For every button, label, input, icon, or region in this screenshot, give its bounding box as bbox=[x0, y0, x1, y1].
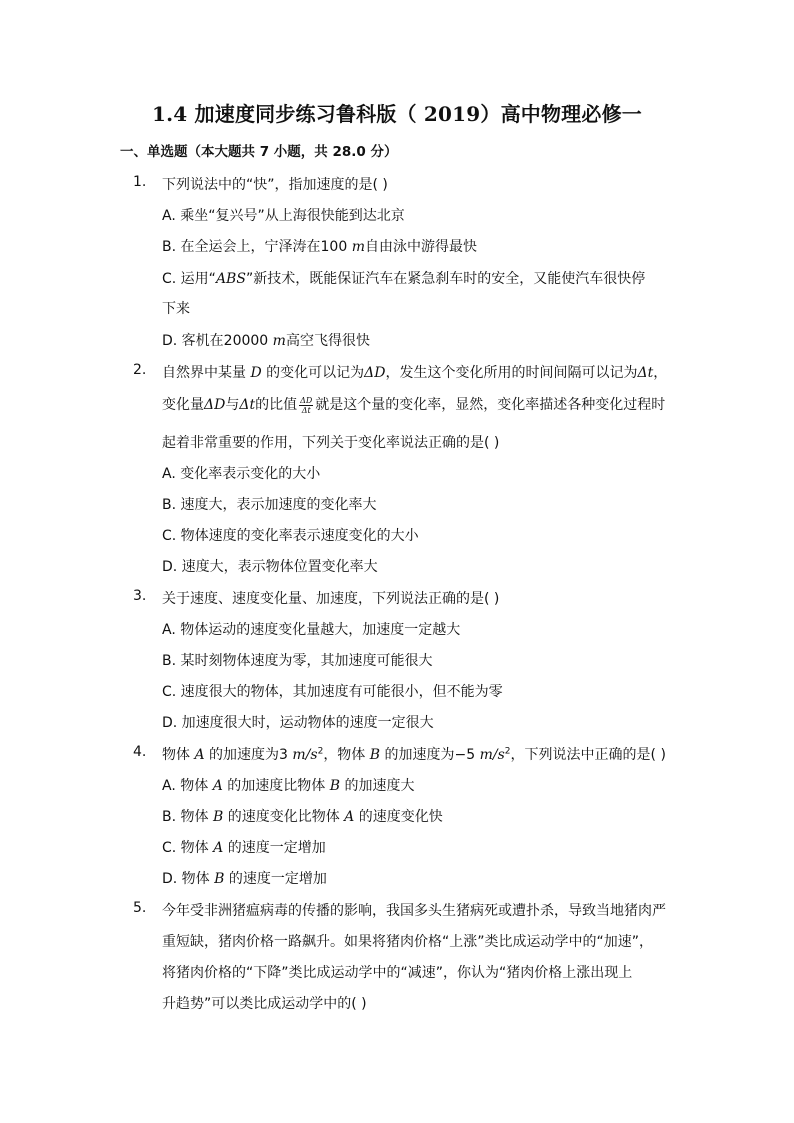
option-b bbox=[162, 806, 443, 826]
stem-text: ， bbox=[653, 365, 668, 381]
option-c-continued: 下来 bbox=[162, 301, 190, 317]
option-c: C. 物体速度的变化率表示速度变化的大小 bbox=[162, 528, 419, 544]
option-text: D. 客机在20000 bbox=[162, 333, 273, 349]
stem-text: 与 bbox=[225, 397, 240, 413]
option-d: D. 加速度很大时，运动物体的速度一定很大 bbox=[162, 715, 434, 731]
question-number: 5. bbox=[133, 900, 147, 916]
stem-text: 物体 bbox=[162, 747, 195, 763]
option-text: 自由泳中游得最快 bbox=[364, 239, 477, 255]
stem-text: 的加速度为−5 bbox=[380, 747, 480, 763]
option-text: 的速度变化比物体 bbox=[223, 809, 345, 825]
math-symbol: ΔD bbox=[364, 365, 386, 381]
question-stem-line2: 重短缺，猪肉价格一路飙升。如果将猪肉价格“上涨”类比成运动学中的“加速”， bbox=[162, 934, 654, 950]
option-text: 的速度一定增加 bbox=[224, 871, 327, 887]
math-symbol: ΔD bbox=[204, 397, 226, 413]
option-c: C. 速度很大的物体，其加速度有可能很小，但不能为零 bbox=[162, 684, 503, 700]
math-symbol: ABS bbox=[215, 271, 246, 287]
math-symbol: D bbox=[250, 365, 262, 381]
exponent: 2 bbox=[504, 746, 511, 757]
math-symbol: A bbox=[194, 747, 205, 763]
math-symbol: A bbox=[213, 840, 224, 856]
option-text: C. 运用“ bbox=[162, 271, 216, 287]
stem-text: 的变化可以记为 bbox=[261, 365, 365, 381]
question-stem bbox=[162, 744, 666, 764]
stem-text: ，发生这个变化所用的时间间隔可以记为 bbox=[385, 365, 638, 381]
math-symbol: B bbox=[214, 871, 225, 887]
math-symbol: Δt bbox=[637, 365, 654, 381]
section-heading: 一、单选题（本大题共 7 小题，共 28.0 分） bbox=[120, 144, 398, 160]
question-stem bbox=[162, 362, 667, 382]
question-stem-line3: 将猪肉价格的“下降”类比成运动学中的“减速”，你认为“猪肉价格上涨出现上 bbox=[162, 965, 633, 981]
stem-text: 自然界中某量 bbox=[162, 365, 251, 381]
math-symbol: B bbox=[329, 778, 341, 794]
question-stem-line4: 升趋势”可以类比成运动学中的( ) bbox=[162, 996, 367, 1012]
math-symbol: m bbox=[272, 333, 286, 349]
exponent: 2 bbox=[317, 746, 324, 757]
question-number: 2. bbox=[133, 362, 147, 378]
option-c bbox=[162, 268, 645, 288]
math-symbol: Δt bbox=[239, 397, 256, 413]
option-d bbox=[162, 868, 327, 888]
option-text: D. 物体 bbox=[162, 871, 215, 887]
stem-text: 的加速度为3 bbox=[204, 747, 293, 763]
math-symbol: A bbox=[212, 778, 223, 794]
stem-text: ，下列说法中正确的是( ) bbox=[510, 747, 666, 763]
option-d bbox=[162, 330, 370, 350]
option-text: ”新技术，既能保证汽车在紧急刹车时的安全，又能使汽车很快停 bbox=[245, 271, 646, 287]
page-title: 1.4 加速度同步练习鲁科版（ 2019）高中物理必修一 bbox=[152, 102, 642, 126]
option-b: B. 速度大，表示加速度的变化率大 bbox=[162, 497, 377, 513]
math-symbol: m/s bbox=[479, 747, 505, 763]
stem-text: 变化量 bbox=[162, 397, 204, 413]
fraction-denominator: Δt bbox=[301, 405, 311, 415]
question-stem: 关于速度、速度变化量、加速度，下列说法正确的是( ) bbox=[162, 591, 500, 607]
option-text: 的加速度比物体 bbox=[222, 778, 330, 794]
question-stem: 今年受非洲猪瘟病毒的传播的影响，我国多头生猪病死或遭扑杀，导致当地猪肉严 bbox=[162, 903, 666, 919]
math-symbol: B bbox=[212, 809, 224, 825]
question-number: 4. bbox=[133, 744, 147, 760]
option-text: 的速度一定增加 bbox=[223, 840, 326, 856]
option-text: A. 物体 bbox=[162, 778, 213, 794]
option-b bbox=[162, 236, 477, 256]
option-a: A. 物体运动的速度变化量越大，加速度一定越大 bbox=[162, 622, 461, 638]
option-a: A. 变化率表示变化的大小 bbox=[162, 466, 321, 482]
math-symbol: B bbox=[369, 747, 381, 763]
option-a: A. 乘坐“复兴号”从上海很快能到达北京 bbox=[162, 208, 405, 224]
option-a bbox=[162, 775, 414, 795]
stem-text: 就是这个量的变化率，显然，变化率描述各种变化过程时 bbox=[315, 397, 666, 413]
math-symbol: A bbox=[344, 809, 355, 825]
option-text: 高空飞得很快 bbox=[285, 333, 370, 349]
option-text: B. 物体 bbox=[162, 809, 213, 825]
stem-text: ，物体 bbox=[323, 747, 370, 763]
question-stem-line3: 起着非常重要的作用，下列关于变化率说法正确的是( ) bbox=[162, 435, 500, 451]
math-symbol: m bbox=[351, 239, 365, 255]
option-d: D. 速度大，表示物体位置变化率大 bbox=[162, 559, 378, 575]
option-c bbox=[162, 837, 326, 857]
question-stem: 下列说法中的“快”，指加速度的是( ) bbox=[162, 177, 388, 193]
option-text: C. 物体 bbox=[162, 840, 214, 856]
question-number: 3. bbox=[133, 588, 147, 604]
math-symbol: m/s bbox=[292, 747, 318, 763]
stem-text: 的比值 bbox=[255, 397, 298, 413]
option-text: B. 在全运会上，宁泽涛在100 bbox=[162, 239, 352, 255]
question-stem-line2 bbox=[162, 394, 665, 415]
fraction bbox=[299, 396, 313, 415]
option-text: 的速度变化快 bbox=[354, 809, 443, 825]
option-text: 的加速度大 bbox=[340, 778, 415, 794]
fraction-numerator: ΔD bbox=[300, 395, 313, 405]
question-number: 1. bbox=[133, 174, 147, 190]
option-b: B. 某时刻物体速度为零，其加速度可能很大 bbox=[162, 653, 433, 669]
